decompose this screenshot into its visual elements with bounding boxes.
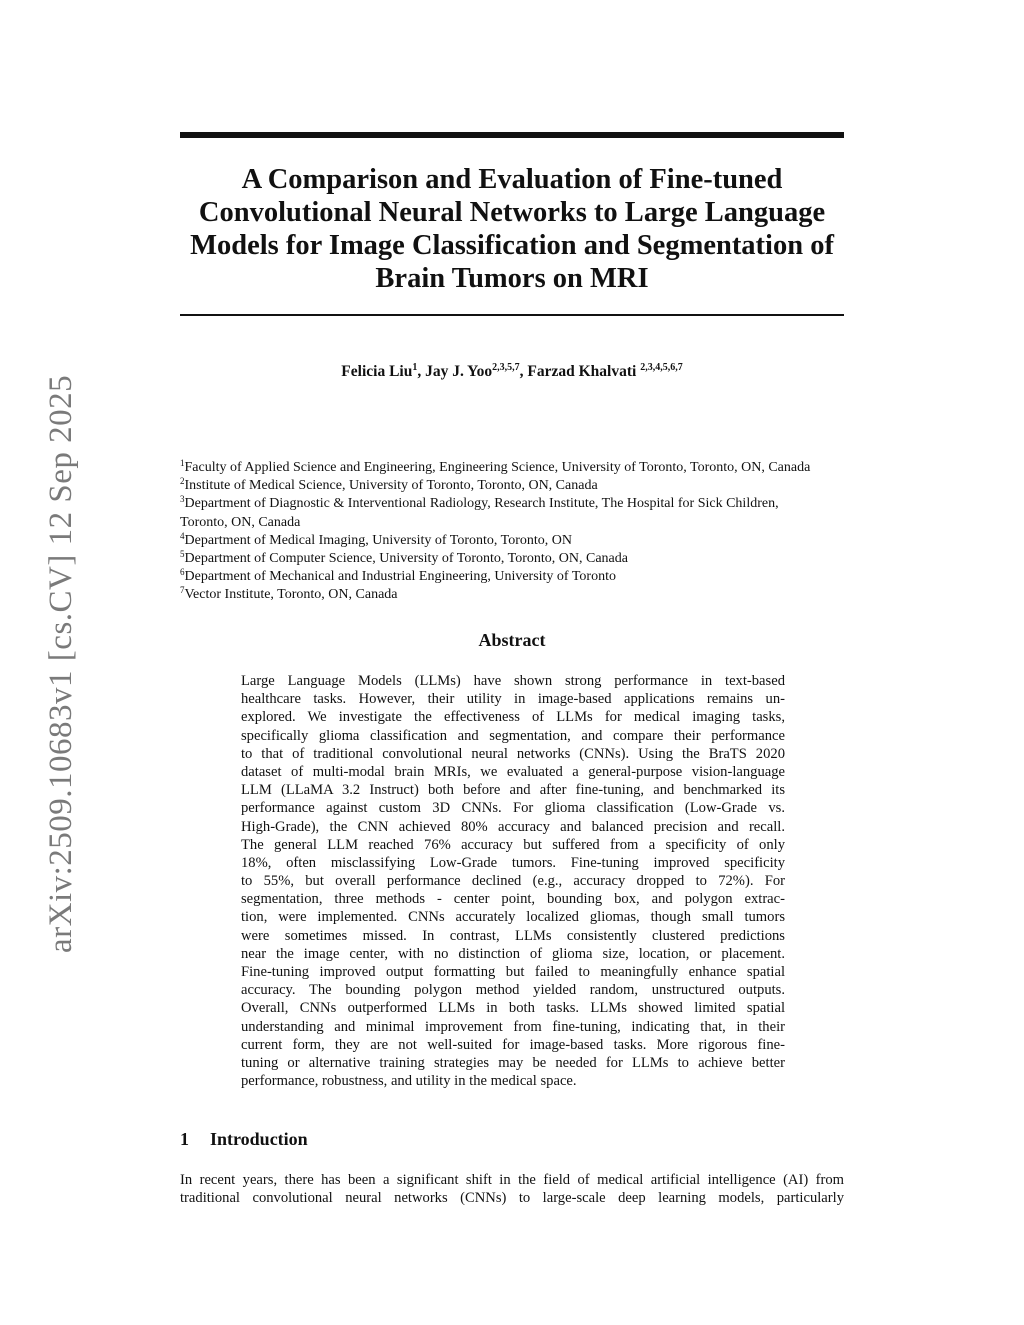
title-line: Models for Image Classification and Segmentation of — [190, 230, 834, 261]
affiliation-item — [180, 495, 860, 513]
affiliation-marker: 5 — [180, 549, 185, 560]
abstract-line: current form, they are not well-suited for image-based tasks. More rigorous fine- — [241, 1036, 785, 1053]
abstract-line: 18%, often misclassifying Low-Grade tumors. Fine-tuning improved specificity — [241, 854, 785, 871]
abstract-line: healthcare tasks. However, their utility in image-based applications remains un- — [241, 691, 785, 708]
abstract-line: Overall, CNNs outperformed LLMs in both tasks. LLMs showed limited spatial — [241, 1000, 785, 1017]
abstract-heading: Abstract — [478, 630, 546, 650]
introduction-body — [180, 1171, 844, 1208]
section-title: Introduction — [210, 1129, 308, 1149]
affiliation-item — [180, 532, 860, 550]
abstract-line: tuning or alternative training strategies may be needed for LLMs to achieve better — [241, 1054, 785, 1071]
affiliation-item — [180, 550, 860, 568]
abstract-line: specifically glioma classification and segmentation, and compare their performance — [241, 727, 785, 744]
abstract-line: Large Language Models (LLMs) have shown strong performance in text-based — [241, 673, 785, 689]
author-list — [180, 362, 844, 382]
affiliation-item — [180, 477, 860, 495]
abstract-line: LLM (LLaMA 3.2 Instruct) both before and after fine-tuning, and benchmarked its — [241, 782, 785, 799]
affiliation-marker: 7 — [180, 585, 185, 596]
introduction-line: traditional convolutional neural networks (CNNs) to large-scale deep learning models, particularly — [180, 1190, 844, 1207]
abstract-line: explored. We investigate the effectiveness of LLMs for medical imaging tasks, — [241, 709, 785, 726]
author-affiliation-marker: 2,3,5,7 — [492, 362, 520, 373]
abstract-line: to 55%, but overall performance declined (e.g., accuracy dropped to 72%). For — [241, 873, 785, 890]
author-affiliation-marker: 1 — [412, 362, 418, 373]
title-line: Convolutional Neural Networks to Large Language — [198, 197, 826, 228]
abstract-line: to that of traditional convolutional neural networks (CNNs). Using the BraTS 2020 — [241, 745, 785, 762]
affiliation-list — [180, 459, 860, 605]
abstract-line: High-Grade), the CNN achieved 80% accuracy and balanced precision and recall. — [241, 818, 785, 835]
affiliation-marker: 4 — [180, 530, 185, 541]
affiliation-marker: 1 — [180, 458, 185, 468]
affiliation-item — [180, 568, 860, 586]
affiliation-text: Department of Mechanical and Industrial Engineering, University of Toronto — [184, 569, 616, 585]
title-line: Brain Tumors on MRI — [375, 263, 649, 294]
section-number: 1 — [180, 1129, 189, 1149]
affiliation-text: Vector Institute, Toronto, ON, Canada — [184, 587, 398, 603]
title-line: A Comparison and Evaluation of Fine-tuned — [241, 164, 783, 195]
section-heading-introduction — [180, 1128, 308, 1150]
affiliation-text: Department of Medical Imaging, University of Toronto, Toronto, ON — [184, 532, 573, 548]
affiliation-item — [180, 459, 860, 477]
author-affiliation-marker: 2,3,4,5,6,7 — [640, 362, 683, 373]
affiliation-item — [180, 514, 860, 532]
author-separator: , — [417, 363, 426, 380]
title-rule-top — [180, 132, 844, 138]
abstract-line: segmentation, three methods - center point, bounding box, and polygon extrac- — [241, 891, 785, 908]
affiliation-marker: 3 — [180, 494, 185, 505]
abstract-body — [241, 672, 785, 1090]
affiliation-text: Toronto, ON, Canada — [180, 514, 301, 530]
author-separator: , — [519, 363, 528, 380]
affiliation-marker: 6 — [180, 567, 185, 578]
introduction-line: In recent years, there has been a significant shift in the field of medical artificial intelligence (AI) from — [180, 1172, 844, 1188]
abstract-line: tion, were implemented. CNNs accurately localized gliomas, though small tumors — [241, 909, 785, 926]
paper-title — [180, 163, 844, 295]
arxiv-identifier-stamp: arXiv:2509.10683v1 [cs.CV] 12 Sep 2025 — [43, 374, 79, 953]
abstract-line: were sometimes missed. In contrast, LLMs consistently clustered predictions — [241, 927, 785, 944]
abstract-line: near the image center, with no distinction of glioma size, location, or placement. — [241, 945, 785, 962]
affiliation-marker: 2 — [180, 476, 185, 487]
abstract-line: dataset of multi-modal brain MRIs, we evaluated a general-purpose vision-language — [241, 763, 785, 780]
abstract-line: performance, robustness, and utility in the medical space. — [241, 1073, 577, 1090]
abstract-line: understanding and minimal improvement from fine-tuning, indicating that, in their — [241, 1018, 785, 1035]
affiliation-text: Institute of Medical Science, University of Toronto, Toronto, ON, Canada — [184, 478, 598, 494]
affiliation-text: Department of Computer Science, University of Toronto, Toronto, ON, Canada — [184, 551, 628, 567]
author-name: Farzad Khalvati — [527, 363, 641, 380]
abstract-line: Fine-tuning improved output formatting but failed to meaningfully enhance spatial — [241, 964, 785, 980]
title-rule-bottom — [180, 314, 844, 316]
abstract-line: accuracy. The bounding polygon method yielded random, unstructured outputs. — [241, 982, 785, 999]
author-name: Felicia Liu — [341, 363, 413, 380]
affiliation-item — [180, 586, 860, 604]
abstract-line: performance against custom 3D CNNs. For glioma classification (Low-Grade vs. — [241, 800, 785, 817]
abstract-line: The general LLM reached 76% accuracy but suffered from a specificity of only — [241, 836, 785, 853]
affiliation-text: Department of Diagnostic & Interventional Radiology, Research Institute, The Hospital for Sick Children, — [184, 496, 779, 512]
affiliation-text: Faculty of Applied Science and Engineering, Engineering Science, University of Toronto, Toronto, ON, Canada — [184, 460, 811, 475]
author-name: Jay J. Yoo — [425, 363, 493, 380]
